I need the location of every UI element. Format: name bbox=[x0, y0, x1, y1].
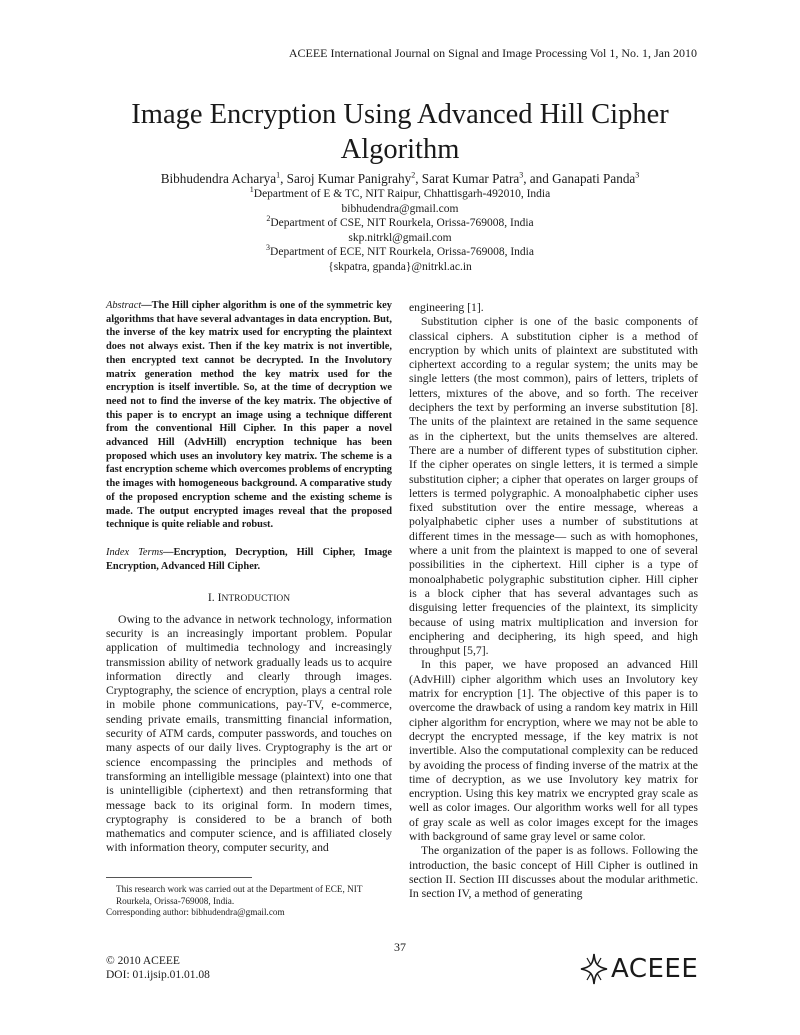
author-affil-mark: 2 bbox=[411, 170, 416, 180]
index-terms bbox=[106, 546, 392, 573]
abstract-text: The Hill cipher algorithm is one of the symmetric key algorithms that have several advantages in data encryption. But, the inverse of the key matrix used for encrypting the plaintext does not always exist. Then if the key matrix is not invertible, then encrypted text cannot be decrypted. In the Involutory matrix generation method the key matrix used for the encryption is itself invertible. So, at the time of decryption we need not to find the inverse of the key matrix. The objective of this paper is to encrypt an image using a technique different from the conventional Hill Cipher. In this paper a novel advanced Hill (AdvHill) encryption technique has been proposed which uses an involutory key matrix. The scheme is a fast encryption scheme which overcomes problems of encrypting the images with homogeneous background. A comparative study of the proposed encryption scheme and the existing scheme is made. The output encrypted images reveal that the proposed technique is quite reliable and robust. bbox=[106, 300, 392, 531]
author-separator: , bbox=[415, 171, 422, 186]
body-paragraph: Owing to the advance in network technology, information security is an increasingly important problem. Popular application of multimedia technology and increasingly transmission ability of network gradually leads us to acquire information directly and clearly through images. Cryptography, the science of encryption, plays a central role in mobile phone communications, pay-TV, e-commerce, sending private emails, transmitting financial information, security of ATM cards, computer passwords, and touches on many aspects of our daily lives. Cryptography is the art or science encompassing the principles and methods of transforming an intelligible message (plaintext) into one that is unintelligible (ciphertext) and then retransforming that message back to its original form. In modern times, cryptography is considered to be a branch of both mathematics and computer science, and is affiliated closely with information theory, computer security, and bbox=[106, 612, 392, 855]
author-affil-mark: 3 bbox=[519, 170, 524, 180]
abstract bbox=[106, 299, 392, 532]
index-terms-text: Encryption, Decryption, Hill Cipher, Image Encryption, Advanced Hill Cipher. bbox=[106, 546, 392, 572]
affil-mark: 3 bbox=[266, 243, 271, 253]
aceee-logo bbox=[579, 952, 699, 986]
body-paragraph-continued: engineering [1]. bbox=[409, 301, 484, 314]
index-terms-dash: — bbox=[163, 546, 174, 558]
section-title-rest: NTRODUCTION bbox=[221, 594, 291, 605]
title-line-1: Image Encryption Using Advanced Hill Cipher bbox=[131, 99, 669, 130]
running-head: ACEEE International Journal on Signal and Image Processing Vol 1, No. 1, Jan 2010 bbox=[288, 46, 697, 60]
page-number: 37 bbox=[394, 940, 406, 954]
author-affil-mark: 1 bbox=[276, 170, 281, 180]
copyright-notice: © 2010 ACEEE bbox=[106, 955, 180, 967]
left-column bbox=[106, 299, 392, 856]
footnotes bbox=[106, 884, 396, 919]
title-line-2: Algorithm bbox=[340, 134, 460, 165]
doi-line: DOI: 01.ijsip.01.01.08 bbox=[106, 969, 210, 981]
author-affil-mark: 3 bbox=[635, 170, 640, 180]
affil-text: Department of ECE, NIT Rourkela, Orissa-769008, India bbox=[270, 246, 534, 258]
affiliation-2-email: skp.nitrkl@gmail.com bbox=[348, 231, 452, 244]
author-name: Saroj Kumar Panigrahy bbox=[286, 171, 412, 186]
author-name: Bibhudendra Acharya bbox=[160, 171, 277, 186]
footnote-2: Corresponding author: bibhudendra@gmail.com bbox=[106, 907, 285, 917]
affiliation-3 bbox=[60, 245, 740, 260]
author-list bbox=[60, 171, 740, 186]
body-paragraph: In this paper, we have proposed an advanced Hill (AdvHill) cipher algorithm which uses an Involutory key matrix for encryption [1]. The objective of this paper is to overcome the drawback of using a random key matrix in Hill cipher algorithm for encryption, where we may not be able to decrypt the encrypted message, if the key matrix is not invertible. Also the computational complexity can be reduced by avoiding the process of finding inverse of the matrix at the time of decryption, as we use Involutory key matrix for encryption. Using this key matrix we encrypted gray scale as well as color images. Our algorithm works well for all types of gray scale as well as color images except for the images with background of same gray level or same color. bbox=[409, 658, 698, 843]
logo-text: ACEEE bbox=[611, 954, 699, 984]
section-heading-introduction bbox=[106, 591, 392, 606]
footnote-1: This research work was carried out at the Department of ECE, NIT Rourkela, Orissa-769008, India. bbox=[116, 884, 363, 906]
author-separator: , and bbox=[523, 171, 553, 186]
affiliation-block bbox=[60, 187, 740, 274]
affiliation-3-email: {skpatra, gpanda}@nitrkl.ac.in bbox=[328, 260, 472, 273]
section-numeral: I. bbox=[207, 591, 218, 605]
author-separator: , bbox=[280, 171, 287, 186]
body-paragraph: The organization of the paper is as follows. Following the introduction, the basic concept of Hill Cipher is outlined in section II. Section III discusses about the modular arithmetic. In section IV, a method of generating bbox=[409, 844, 698, 901]
index-terms-lead: Index Terms bbox=[106, 546, 164, 558]
affiliation-2 bbox=[60, 216, 740, 231]
footnote-rule bbox=[106, 877, 252, 878]
paper-title bbox=[60, 97, 740, 167]
affil-text: Department of CSE, NIT Rourkela, Orissa-769008, India bbox=[270, 217, 534, 229]
abstract-dash: — bbox=[141, 300, 152, 311]
abstract-lead: Abstract bbox=[106, 300, 142, 311]
author-name: Ganapati Panda bbox=[552, 171, 636, 186]
affil-text: Department of E & TC, NIT Raipur, Chhattisgarh-492010, India bbox=[253, 188, 551, 200]
body-paragraph: Substitution cipher is one of the basic components of classical ciphers. A substitution cipher is a method of encryption by which units of plaintext are substituted with ciphertext according to a regular system; the units may be single letters (the most common), pairs of letters, triplets of letters, mixtures of the above, and so forth. The receiver deciphers the text by performing an inverse substitution [8]. The units of the plaintext are retained in the same sequence as in the ciphertext, but the units themselves are altered. There are a number of different types of substitution cipher. If the cipher operates on single letters, it is termed a simple substitution cipher; a cipher that operates on larger groups of letters is termed polygraphic. A monoalphabetic cipher uses fixed substitution over the entire message, whereas a polyalphabetic cipher uses a number of substitutions at different times in the message— such as with homophones, where a unit from the plaintext is mapped to one of several possibilities in the ciphertext. Hill cipher is a type of monoalphabetic polygraphic substitution cipher. Hill cipher is a block cipher that has several advantages such as disguising letter frequencies of the plaintext, its simplicity because of using matrix multiplication and inversion for enciphering and deciphering, its high speed, and high throughput [5,7]. bbox=[409, 315, 698, 658]
right-column bbox=[409, 301, 698, 901]
spark-star-icon bbox=[579, 952, 609, 986]
affiliation-1-email: bibhudendra@gmail.com bbox=[341, 202, 459, 215]
affiliation-1 bbox=[60, 187, 740, 202]
affil-mark: 1 bbox=[249, 185, 254, 195]
author-name: Sarat Kumar Patra bbox=[421, 171, 520, 186]
footer-info bbox=[106, 954, 210, 982]
affil-mark: 2 bbox=[266, 214, 271, 224]
section-initial: I bbox=[217, 591, 222, 605]
